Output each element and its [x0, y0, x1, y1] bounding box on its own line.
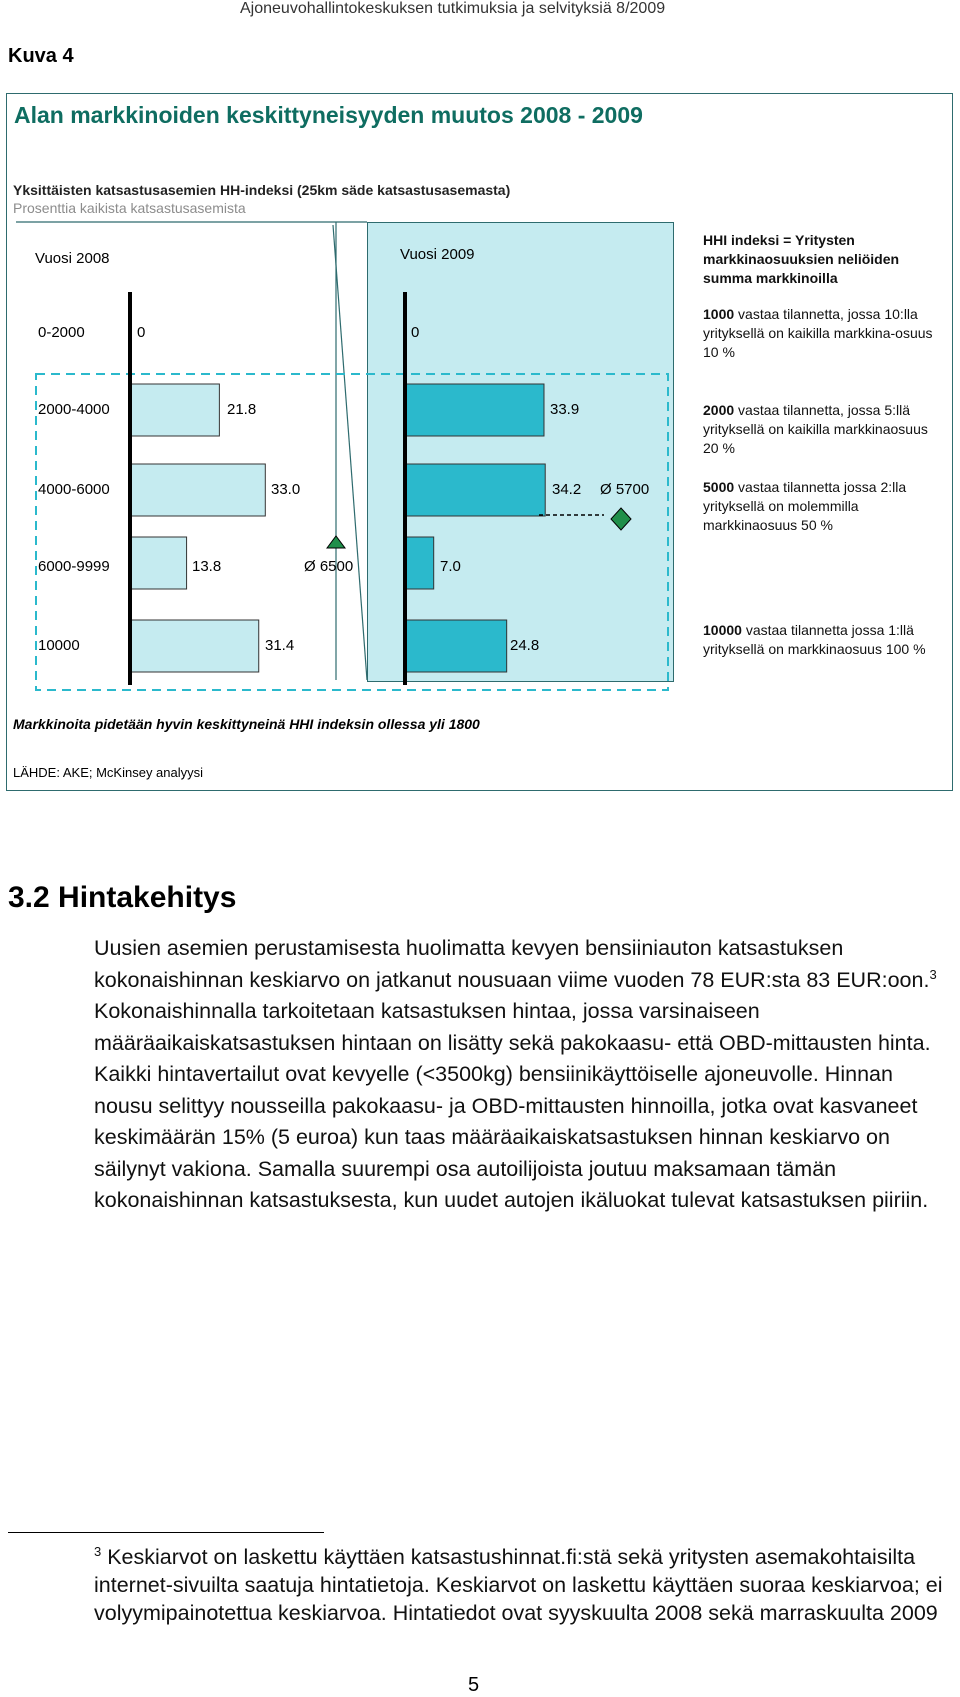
- figure-footer-note: Markkinoita pidetään hyvin keskittyneinä HHI indeksin ollessa yli 1800: [13, 716, 480, 732]
- bar-2008-6000-9999: [130, 537, 187, 589]
- footnote-rule: [8, 1532, 324, 1533]
- page-number: 5: [468, 1674, 480, 1696]
- note-2000-value: 2000: [703, 402, 735, 418]
- value-label: 31.4: [265, 637, 295, 654]
- footnote-text: Keskiarvot on laskettu käyttäen katsastushinnat.fi:stä sekä yritysten asemakohtaisilta internet-sivuilta saatuja hintatietoja. Keskiarvot on laskettu käyttäen suoraa keskiarvoa; ei volyymipainotettua keskiarvoa. Hintatiedot ovat syyskuulta 2008 sekä marraskuulta 2009: [94, 1545, 943, 1625]
- category-label: 4000-6000: [38, 481, 110, 498]
- bar-2008-2000-4000: [130, 384, 219, 436]
- hhi-bar-chart: [0, 0, 960, 800]
- note-2000: [703, 401, 943, 458]
- note-1000-text: vastaa tilannetta, jossa 10:lla yrityksellä on kaikilla markkina-osuus 10 %: [703, 306, 933, 360]
- note-1000-value: 1000: [703, 306, 735, 322]
- body-paragraph: [94, 933, 944, 1217]
- average-marker-2009: [611, 508, 631, 530]
- figure-source: LÄHDE: AKE; McKinsey analyysi: [13, 765, 204, 780]
- value-label: 13.8: [192, 558, 222, 575]
- value-label: 24.8: [510, 637, 540, 654]
- average-marker-2008: [327, 536, 345, 548]
- average-label-2009: Ø 5700: [600, 481, 650, 498]
- note-5000-text: vastaa tilannetta jossa 2:lla yrityksellä on molemmilla markkinaosuus 50 %: [703, 479, 907, 533]
- value-label: 7.0: [440, 558, 461, 575]
- footnote: [94, 1543, 944, 1627]
- value-label: 33.0: [271, 481, 301, 498]
- note-10000-value: 10000: [703, 622, 742, 638]
- chart-subtitle-units: Prosenttia kaikista katsastusasemista: [13, 200, 246, 216]
- footnote-ref: 3: [929, 966, 937, 982]
- category-label: 0-2000: [38, 324, 85, 341]
- para-part-a: Uusien asemien perustamisesta huolimatta kevyen bensiiniauton katsastuksen kokonaishinnan keskiarvo on jatkanut nousuaan viime vuoden 78 EUR:sta 83 EUR:oon.: [94, 936, 930, 992]
- footnote-mark: 3: [94, 1543, 102, 1559]
- value-label: 34.2: [552, 481, 582, 498]
- bar-2009-4000-6000: [405, 464, 545, 516]
- average-label-2008: Ø 6500: [304, 558, 354, 575]
- chart-subtitle: Yksittäisten katsastusasemien HH-indeksi (25km säde katsastusasemasta): [13, 182, 511, 198]
- category-label: 2000-4000: [38, 401, 110, 418]
- series-label-2008: Vuosi 2008: [35, 250, 110, 267]
- figure-label: Kuva 4: [8, 45, 74, 67]
- bar-2009-6000-9999: [405, 537, 434, 589]
- bar-2008-10000: [130, 620, 259, 672]
- note-10000: [703, 621, 943, 659]
- section-heading: 3.2 Hintakehitys: [8, 881, 237, 914]
- value-label: 0: [137, 324, 146, 341]
- chart-title: Alan markkinoiden keskittyneisyyden muutos 2008 - 2009: [14, 102, 643, 128]
- value-label: 21.8: [227, 401, 257, 418]
- bar-2009-2000-4000: [405, 384, 544, 436]
- running-header: Ajoneuvohallintokeskuksen tutkimuksia ja selvityksiä 8/2009: [240, 0, 666, 17]
- series-label-2009: Vuosi 2009: [400, 246, 475, 263]
- bar-2008-4000-6000: [130, 464, 265, 516]
- note-5000-value: 5000: [703, 479, 735, 495]
- category-label: 6000-9999: [38, 558, 110, 575]
- note-10000-text: vastaa tilannetta jossa 1:llä yrityksellä on markkinaosuus 100 %: [703, 622, 926, 657]
- note-1000: [703, 305, 943, 362]
- note-2000-text: vastaa tilannetta, jossa 5:llä yrityksellä on kaikilla markkinaosuus 20 %: [703, 402, 928, 456]
- category-label: 10000: [38, 637, 80, 654]
- bar-2009-10000: [405, 620, 507, 672]
- connector-line: [333, 225, 367, 680]
- value-label: 33.9: [550, 401, 580, 418]
- hhi-definition: HHI indeksi = Yritysten markkinaosuuksien neliöiden summa markkinoilla: [703, 232, 900, 286]
- note-5000: [703, 478, 943, 535]
- para-part-b: Kokonaishinnalla tarkoitetaan katsastuksen hintaa, jossa varsinaiseen määräaikaiskatsastuksen hintaan on lisätty sekä pakokaasu- että OBD-mittausten hinta. Kaikki hintavertailut ovat kevyelle (<3500kg) bensiinikäyttöiselle ajoneuvolle. Hinnan nousu selittyy nousseilla pakokaasu- ja OBD-mittausten hinnoilla, jotka ovat kasvaneet keskimäärän 15% (5 euroa) kun taas määräaikaiskatsastuksen hinnan keskiarvo on säilynyt vakiona. Samalla suurempi osa autoilijoista joutuu maksamaan tämän kokonaishinnan katsastuksesta, kun uudet autojen ikäluokat tulevat katsastuksen piiriin.: [94, 999, 931, 1212]
- value-label: 0: [411, 324, 420, 341]
